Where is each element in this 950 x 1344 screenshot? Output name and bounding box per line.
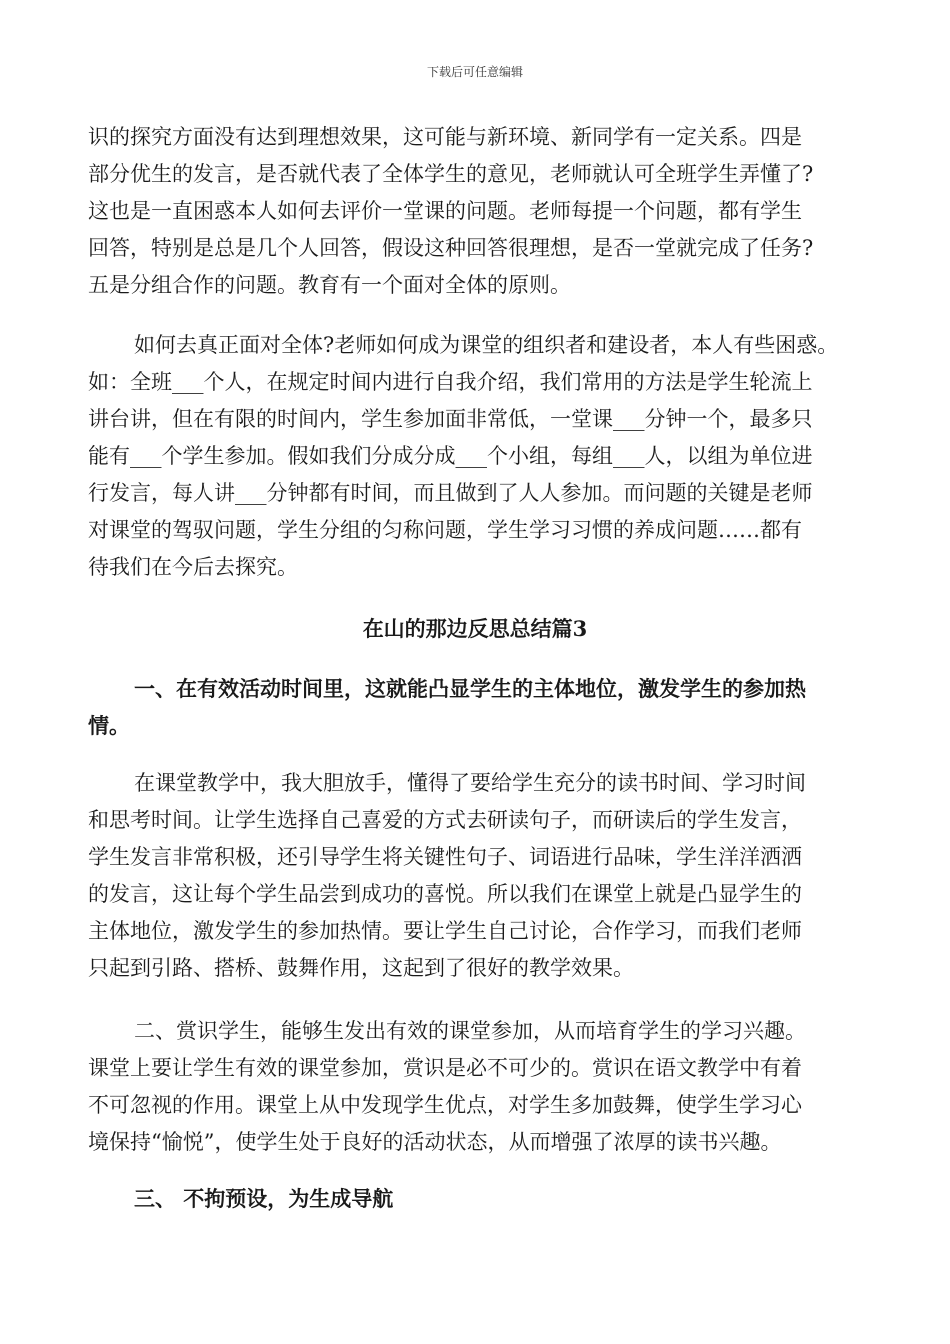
page-header-note: 下载后可任意编辑 — [426, 65, 523, 79]
paragraph-line: 不可忽视的作用。课堂上从中发现学生优点，对学生多加鼓舞，使学生学习心 — [88, 1093, 802, 1117]
paragraph-line: 的发言，这让每个学生品尝到成功的喜悦。所以我们在课堂上就是凸显学生的 — [88, 882, 802, 906]
paragraph-line: 主体地位，激发学生的参加热情。要让学生自己讨论，合作学习，而我们老师 — [88, 919, 802, 943]
paragraph-line: 只起到引路、搭桥、鼓舞作用，这起到了很好的教学效果。 — [88, 956, 634, 980]
paragraph-line: 课堂上要让学生有效的课堂参加，赏识是必不可少的。赏识在语文教学中有着 — [88, 1056, 802, 1080]
paragraph-2 — [88, 327, 878, 586]
paragraph-line: 能有___个学生参加。假如我们分成分成___个小组，每组___人，以组为单位进 — [88, 444, 813, 468]
heading-line: 情。 — [88, 713, 130, 738]
heading-line: 三、 不拘预设，为生成导航 — [134, 1186, 394, 1211]
paragraph-line: 这也是一直困惑本人如何去评价一堂课的问题。老师每提一个问题，都有学生 — [88, 199, 802, 223]
paragraph-1 — [88, 119, 878, 304]
paragraph-line: 二、赏识学生，能够生发出有效的课堂参加，从而培育学生的学习兴趣。 — [134, 1019, 806, 1043]
paragraph-line: 学生发言非常积极，还引导学生将关键性句子、词语进行品味，学生洋洋洒洒 — [88, 845, 802, 869]
paragraph-line: 在课堂教学中，我大胆放手，懂得了要给学生充分的读书时间、学习时间 — [134, 771, 806, 795]
heading-3 — [88, 1180, 878, 1217]
paragraph-line: 部分优生的发言，是否就代表了全体学生的意见，老师就认可全班学生弄懂了? — [88, 162, 814, 186]
paragraph-line: 和思考时间。让学生选择自己喜爱的方式去研读句子，而研读后的学生发言， — [88, 808, 802, 832]
paragraph-line: 如何去真正面对全体?老师如何成为课堂的组织者和建设者，本人有些困惑。 — [134, 333, 839, 357]
paragraph-line: 行发言，每人讲___分钟都有时间，而且做到了人人参加。而问题的关键是老师 — [88, 481, 813, 505]
paragraph-3 — [88, 765, 878, 987]
paragraph-line: 待我们在今后去探究。 — [88, 555, 298, 579]
paragraph-line: 识的探究方面没有达到理想效果，这可能与新环境、新同学有一定关系。四是 — [88, 125, 802, 149]
paragraph-line: 五是分组合作的问题。教育有一个面对全体的原则。 — [88, 273, 571, 297]
paragraph-line: 境保持“愉悦”，使学生处于良好的活动状态，从而增强了浓厚的读书兴趣。 — [88, 1130, 782, 1154]
heading-line: 一、在有效活动时间里，这就能凸显学生的主体地位，激发学生的参加热 — [134, 676, 806, 701]
paragraph-4 — [88, 1013, 878, 1161]
paragraph-line: 讲台讲，但在有限的时间内，学生参加面非常低，一堂课___分钟一个，最多只 — [88, 407, 813, 431]
paragraph-line: 对课堂的驾驭问题，学生分组的匀称问题，学生学习习惯的养成问题……都有 — [88, 518, 802, 542]
paragraph-line: 回答，特别是总是几个人回答，假设这种回答很理想，是否一堂就完成了任务? — [88, 236, 814, 260]
paragraph-line: 如：全班___个人，在规定时间内进行自我介绍，我们常用的方法是学生轮流上 — [88, 370, 813, 394]
heading-1 — [88, 670, 878, 744]
section-title: 在山的那边反思总结篇3 — [362, 616, 588, 641]
